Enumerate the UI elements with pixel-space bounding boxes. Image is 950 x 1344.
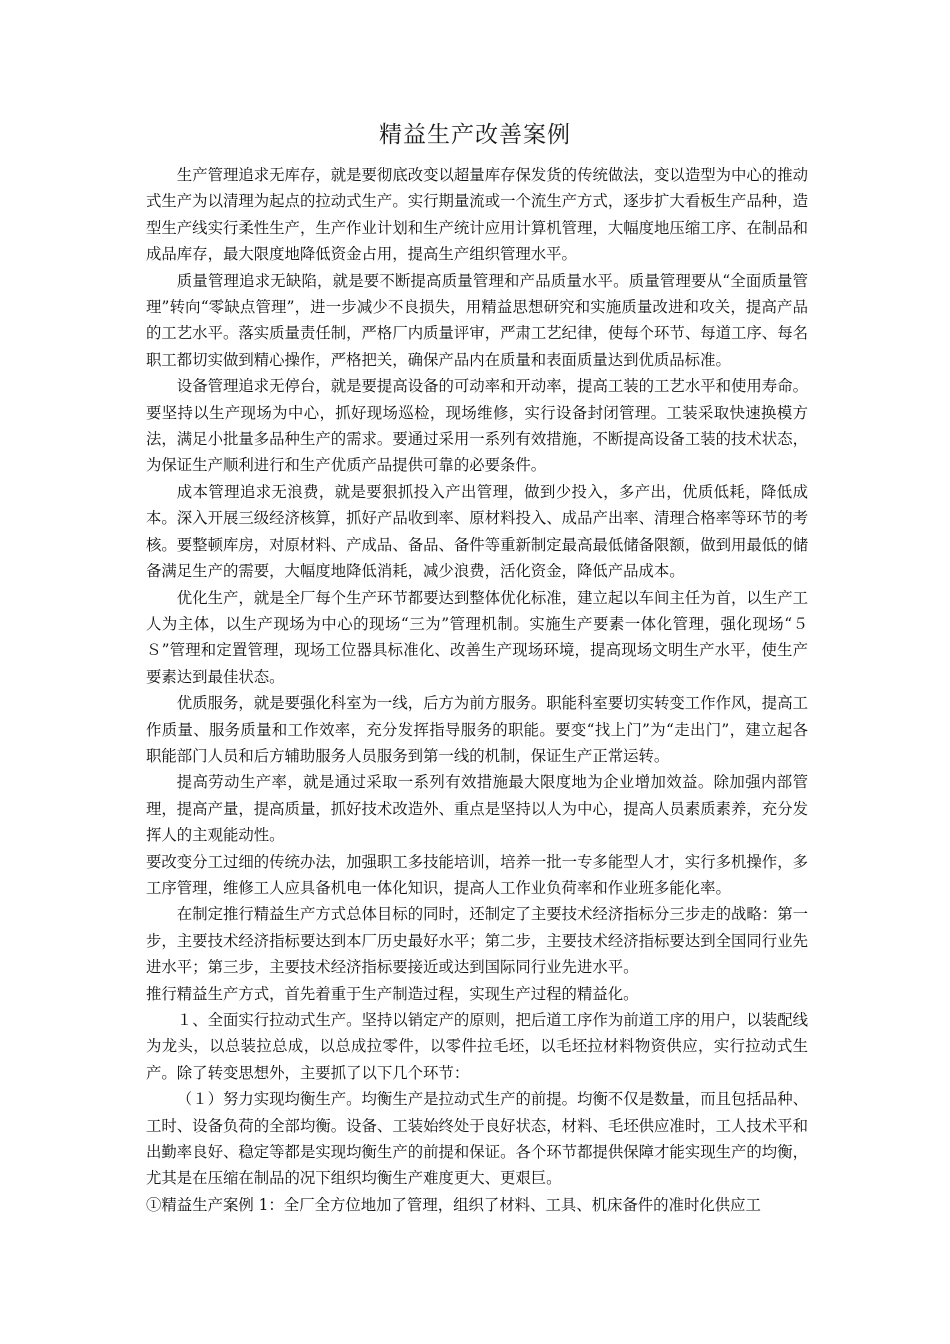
document-body bbox=[146, 162, 808, 1218]
paragraph: １、全面实行拉动式生产。坚持以销定产的原则，把后道工序作为前道工序的用户，以装配线为龙头，以总装拉总成，以总成拉零件，以零件拉毛坯，以毛坯拉材料物资供应，实行拉动式生产。除了转变思想外，主要抓了以下几个环节： bbox=[146, 1011, 808, 1082]
paragraph: 提高劳动生产率，就是通过采取一系列有效措施最大限度地为企业增加效益。除加强内部管理，提高产量，提高质量，抓好技术改造外、重点是坚持以人为中心，提高人员素质素养，充分发挥人的主观能动性。 bbox=[146, 773, 808, 845]
paragraph: 推行精益生产方式，首先着重于生产制造过程，实现生产过程的精益化。 bbox=[146, 984, 639, 1003]
paragraph: 要改变分工过细的传统办法，加强职工多技能培训，培养一批一专多能型人才，实行多机操作，多工序管理，维修工人应具备机电一体化知识，提高人工作业负荷率和作业班多能化率。 bbox=[146, 852, 808, 897]
document-title: 精益生产改善案例 bbox=[379, 122, 571, 148]
paragraph: 优化生产，就是全厂每个生产环节都要达到整体优化标准，建立起以车间主任为首，以生产工人为主体，以生产现场为中心的现场“三为”管理机制。实施生产要素一体化管理，强化现场“５Ｓ”管理和定置管理，现场工位器具标准化、改善生产现场环境，提高现场文明生产水平，使生产要素达到最佳状态。 bbox=[146, 588, 808, 686]
paragraph: 生产管理追求无库存，就是要彻底改变以超量库存保发货的传统做法，变以造型为中心的推动式生产为以清理为起点的拉动式生产。实行期量流或一个流生产方式，逐步扩大看板生产品种，造型生产线实行柔性生产，生产作业计划和生产统计应用计算机管理，大幅度地压缩工序、在制品和成品库存，最大限度地降低资金占用，提高生产组织管理水平。 bbox=[146, 166, 808, 264]
paragraph: （１）努力实现均衡生产。均衡生产是拉动式生产的前提。均衡不仅是数量，而且包括品种、工时、设备负荷的全部均衡。设备、工装始终处于良好状态，材料、毛坯供应准时，工人技术平和出勤率良好、稳定等都是实现均衡生产的前提和保证。各个环节都提供保障才能实现生产的均衡，尤其是在压缩在制品的况下组织均衡生产难度更大、更艰巨。 bbox=[146, 1090, 808, 1188]
paragraph: ①精益生产案例 1：全厂全方位地加了管理，组织了材料、工具、机床备件的准时化供应工 bbox=[146, 1195, 761, 1214]
paragraph: 优质服务，就是要强化科室为一线，后方为前方服务。职能科室要切实转变工作作风，提高工作质量、服务质量和工作效率，充分发挥指导服务的职能。要变“找上门”为“走出门”，建立起各职能部门人员和后方辅助服务人员服务到第一线的机制，保证生产正常运转。 bbox=[146, 694, 808, 765]
paragraph: 成本管理追求无浪费，就是要狠抓投入产出管理，做到少投入，多产出，优质低耗，降低成本。深入开展三级经济核算，抓好产品收到率、原材料投入、成品产出率、清理合格率等环节的考核。要整顿库房，对原材料、产成品、备品、备件等重新制定最高最低储备限额，做到用最低的储备满足生产的需要，大幅度地降低消耗，减少浪费，活化资金，降低产品成本。 bbox=[146, 482, 808, 581]
paragraph: 设备管理追求无停台，就是要提高设备的可动率和开动率，提高工装的工艺水平和使用寿命。要坚持以生产现场为中心，抓好现场巡检，现场维修，实行设备封闭管理。工装采取快速换模方法，满足小批量多品种生产的需求。要通过采用一系列有效措施，不断提高设备工装的技术状态，为保证生产顺利进行和生产优质产品提供可靠的必要条件。 bbox=[146, 377, 808, 475]
paragraph: 质量管理追求无缺陷，就是要不断提高质量管理和产品质量水平。质量管理要从“全面质量管理”转向“零缺点管理”，进一步减少不良损失，用精益思想研究和实施质量改进和攻关，提高产品的工艺水平。落实质量责任制，严格厂内质量评审，严肃工艺纪律，使每个环节、每道工序、每名职工都切实做到精心操作，严格把关，确保产品内在质量和表面质量达到优质品标准。 bbox=[146, 271, 808, 369]
paragraph: 在制定推行精益生产方式总体目标的同时，还制定了主要技术经济指标分三步走的战略：第一步，主要技术经济指标要达到本厂历史最好水平；第二步，主要技术经济指标要达到全国同行业先进水平；第三步，主要技术经济指标要接近或达到国际同行业先进水平。 bbox=[146, 905, 808, 977]
